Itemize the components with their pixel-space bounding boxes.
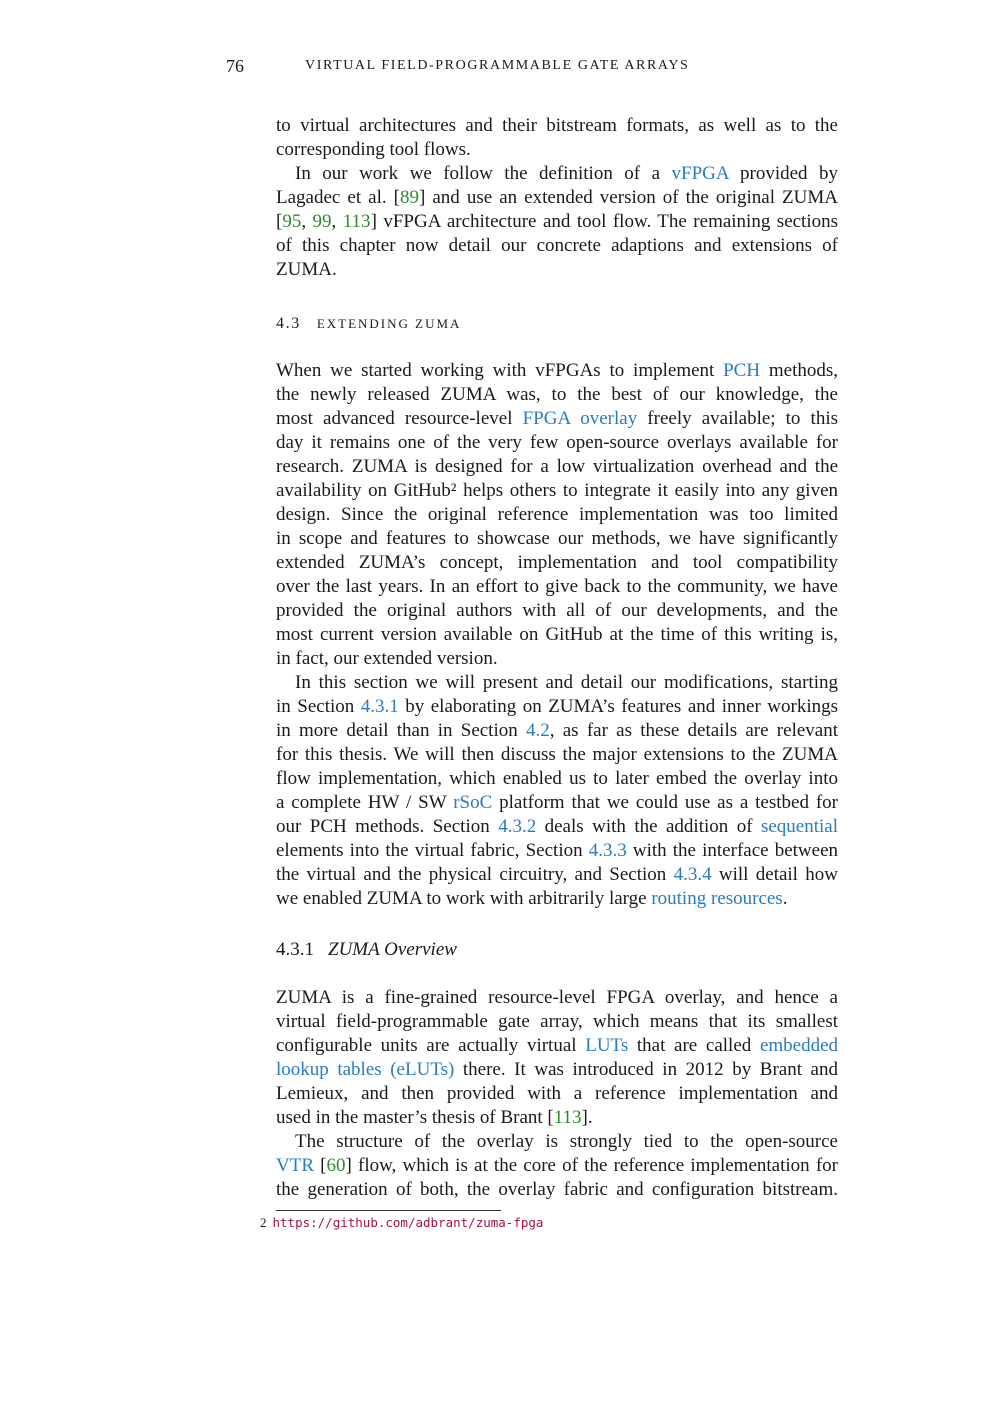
text-line	[276, 210, 838, 234]
text-line	[276, 186, 838, 210]
citation-link[interactable]: 89	[399, 187, 419, 208]
text-run: extended ZUMA’s concept, implementation and tool compatibility	[276, 552, 838, 573]
text-line	[276, 671, 838, 695]
text-line	[276, 234, 838, 258]
cross-reference-link[interactable]: 4.3.1	[360, 696, 399, 717]
subsection-body	[276, 986, 838, 1202]
text-run: ZUMA.	[276, 259, 337, 280]
text-run: In this section we will present and detail our modifications, starting	[295, 672, 838, 693]
text-run: flow implementation, which enabled us to later embed the overlay into	[276, 768, 838, 789]
cross-reference-link[interactable]: rSoC	[453, 792, 493, 813]
cross-reference-link[interactable]: routing resources	[651, 888, 783, 909]
text-line	[276, 455, 838, 479]
text-run: ,	[301, 211, 313, 232]
text-line	[276, 815, 838, 839]
cross-reference-link[interactable]: LUTs	[585, 1035, 629, 1056]
text-line	[276, 719, 838, 743]
text-run: to virtual architectures and their bitstream formats, as well as to the	[276, 115, 838, 136]
text-run: ].	[581, 1107, 593, 1128]
text-line	[276, 503, 838, 527]
cross-reference-link[interactable]: 4.3.4	[673, 864, 712, 885]
text-run: with the interface between	[626, 840, 838, 861]
text-line	[276, 647, 838, 671]
text-line	[276, 359, 838, 383]
text-run: configurable units are actually virtual	[276, 1035, 586, 1056]
text-line	[276, 1106, 838, 1130]
text-run: will detail how	[711, 864, 838, 885]
footnote	[260, 1214, 543, 1232]
cross-reference-link[interactable]: 4.3.2	[498, 816, 537, 837]
page-number: 76	[226, 56, 244, 76]
text-run: The structure of the overlay is strongly tied to the open-source	[295, 1131, 838, 1152]
text-line	[276, 1058, 838, 1082]
text-run: In our work we follow the definition of a	[295, 163, 672, 184]
footnote-number: 2	[260, 1215, 267, 1230]
text-line	[276, 767, 838, 791]
text-line	[276, 1034, 838, 1058]
section-heading	[276, 312, 461, 336]
text-run: most advanced resource-level	[276, 408, 523, 429]
text-line	[276, 1130, 838, 1154]
text-run: [	[314, 1155, 327, 1176]
text-line	[276, 258, 838, 282]
text-line	[276, 1154, 838, 1178]
text-line	[276, 599, 838, 623]
text-run: When we started working with vFPGAs to implement	[276, 360, 724, 381]
cross-reference-link[interactable]: lookup tables (eLUTs)	[276, 1059, 455, 1080]
text-run: methods,	[760, 360, 838, 381]
text-run: [	[276, 211, 283, 232]
text-line	[276, 863, 838, 887]
text-run: , as far as these details are relevant	[549, 720, 838, 741]
text-run: ] and use an extended version of the original ZUMA	[418, 187, 838, 208]
text-run: ZUMA is a fine-grained resource-level FPGA overlay, and hence a	[276, 987, 838, 1008]
text-run: most current version available on GitHub at the time of this writing is,	[276, 624, 838, 645]
text-line	[276, 383, 838, 407]
text-run: our PCH methods. Section	[276, 816, 499, 837]
cross-reference-link[interactable]: 4.2	[526, 720, 550, 741]
text-run: elements into the virtual fabric, Section	[276, 840, 589, 861]
text-run: a complete HW / SW	[276, 792, 454, 813]
text-run: Lemieux, and then provided with a reference implementation and	[276, 1083, 838, 1104]
cross-reference-link[interactable]: sequential	[760, 816, 838, 837]
text-line	[276, 527, 838, 551]
text-line	[276, 887, 838, 911]
text-line	[276, 1178, 838, 1202]
text-run: freely available; to this	[637, 408, 838, 429]
cross-reference-link[interactable]: PCH	[723, 360, 761, 381]
text-line	[276, 743, 838, 767]
text-line	[276, 695, 838, 719]
text-run: virtual field-programmable gate array, which means that its smallest	[276, 1011, 838, 1032]
text-line	[276, 575, 838, 599]
running-header: VIRTUAL FIELD-PROGRAMMABLE GATE ARRAYS	[305, 58, 690, 73]
text-line	[276, 839, 838, 863]
text-line	[276, 791, 838, 815]
text-run: in fact, our extended version.	[276, 648, 498, 669]
text-line	[276, 623, 838, 647]
text-line	[276, 114, 838, 138]
text-run: in scope and features to showcase our methods, we have significantly	[276, 528, 838, 549]
text-line	[276, 1010, 838, 1034]
text-run: platform that we could use as a testbed for	[492, 792, 838, 813]
text-run: provided the original authors with all of our developments, and the	[276, 600, 838, 621]
citation-link[interactable]: 113	[553, 1107, 582, 1128]
text-line	[276, 162, 838, 186]
text-run: ] flow, which is at the core of the reference implementation for	[345, 1155, 838, 1176]
text-run: .	[782, 888, 788, 909]
cross-reference-link[interactable]: FPGA overlay	[522, 408, 638, 429]
text-run: we enabled ZUMA to work with arbitrarily large	[276, 888, 652, 909]
text-line	[276, 431, 838, 455]
section-title: EXTENDING ZUMA	[316, 316, 462, 331]
citation-link[interactable]: 99	[312, 211, 332, 232]
text-line	[276, 479, 838, 503]
text-run: deals with the addition of	[536, 816, 761, 837]
text-line	[276, 138, 838, 162]
text-run: ] vFPGA architecture and tool flow. The remaining sections	[370, 211, 838, 232]
text-line	[276, 407, 838, 431]
subsection-number: 4.3.1	[276, 939, 314, 960]
section-body	[276, 359, 838, 911]
citation-link[interactable]: 60	[326, 1155, 346, 1176]
cross-reference-link[interactable]: 4.3.3	[588, 840, 627, 861]
cross-reference-link[interactable]: VTR	[276, 1155, 314, 1176]
text-run: by elaborating on ZUMA’s features and inner workings	[398, 696, 838, 717]
text-run: Lagadec et al. [	[276, 187, 400, 208]
text-run: research. ZUMA is designed for a low virtualization overhead and the	[276, 456, 838, 477]
text-run: for this thesis. We will then discuss the major extensions to the ZUMA	[276, 744, 838, 765]
text-run: that are called	[628, 1035, 760, 1056]
text-run: over the last years. In an effort to give back to the community, we have	[276, 576, 838, 597]
text-run: of this chapter now detail our concrete adaptions and extensions of	[276, 235, 838, 256]
intro-paragraphs	[276, 114, 838, 282]
text-run: the generation of both, the overlay fabric and configuration bitstream.	[276, 1179, 838, 1200]
text-run: the newly released ZUMA was, to the best of our knowledge, the	[276, 384, 838, 405]
footnote-divider	[276, 1210, 501, 1211]
text-line	[276, 1082, 838, 1106]
cross-reference-link[interactable]: embedded	[759, 1035, 838, 1056]
text-run: the virtual and the physical circuitry, and Section	[276, 864, 674, 885]
subsection-heading	[276, 938, 457, 962]
text-run: corresponding tool flows.	[276, 139, 471, 160]
text-run: in more detail than in Section	[276, 720, 526, 741]
citation-link[interactable]: 95	[282, 211, 302, 232]
section-number: 4.3	[276, 315, 301, 332]
text-line	[276, 986, 838, 1010]
subsection-title: ZUMA Overview	[328, 939, 457, 960]
text-run: day it remains one of the very few open-source overlays available for	[276, 432, 838, 453]
text-run: design. Since the original reference implementation was too limited	[276, 504, 838, 525]
citation-link[interactable]: 113	[342, 211, 371, 232]
text-line	[276, 551, 838, 575]
text-run: in Section	[276, 696, 361, 717]
text-run: availability on GitHub² helps others to integrate it easily into any given	[276, 480, 838, 501]
text-run: ,	[331, 211, 343, 232]
text-run: there. It was introduced in 2012 by Brant and	[454, 1059, 838, 1080]
text-run: used in the master’s thesis of Brant [	[276, 1107, 554, 1128]
cross-reference-link[interactable]: vFPGA	[671, 163, 729, 184]
footnote-url-link[interactable]: https://github.com/adbrant/zuma-fpga	[272, 1215, 544, 1230]
text-run: provided by	[728, 163, 838, 184]
